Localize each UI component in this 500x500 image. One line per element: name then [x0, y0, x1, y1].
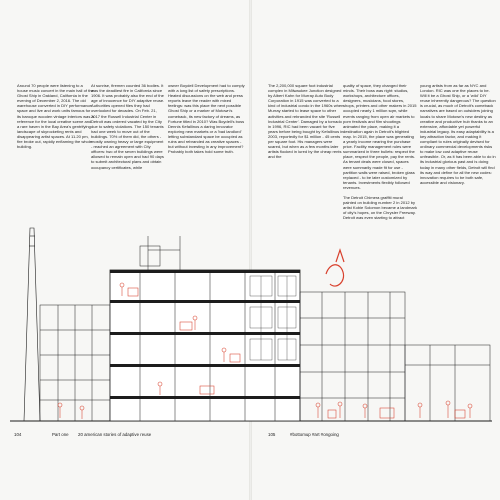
paragraph: The Detroit Chimera graffiti mural painted on building number 2 in 2012 by artist Kobie Solomon became a landmark of city's hopes, on the Chrysler Freeway. Detroit was even starting to attract	[343, 194, 417, 221]
left-part-label: Part one	[52, 432, 69, 437]
water-tower	[140, 236, 180, 270]
paragraph: young artists from as far as NYC and London. RIC was one the places to be. Will it be a Ghost Ship, or a 'wild' DIY reuse inherently dangerous? The question is crucial, as much of Detroit's comeback narratives are based on outsiders joining locals to share Motown's new destiny as creative and productive hub thanks to an extensive, affordable yet powerful industrial legacy. Its easy adaptability is a key attraction factor, and making it compliant to rules originally devised for ordinary commercial developments risks to make low cost adaptive reuse unfeasible. Or, as it has been able to do in its industrial glorious past and is doing today in many other fields, Detroit will find its way and define for all the new codes: innovation requires to be both safe, accessible and visionary.	[420, 83, 496, 185]
right-building	[300, 292, 405, 421]
right-page-number: 105	[268, 432, 276, 437]
paragraph: At sunrise, firemen counted 36 bodies. It was the deadliest fire in California since 1906. It was probably also the end of the age of innocence for DIY adaptive reuse. Authorities opened files they had overlooked for decades. On Feb. 21, 2017 the Russell Industrial Center in Detroit was ordered vacated by the City due to safety violations. The 150 tenants had one week to move out of the buildings. 70% of them did, the others - mostly owning heavy or large equipment - reached an agreement with City officers: two of the seven buildings were allowed to remain open and had 90 days to submit architectural plans and obtain occupancy certificates, while	[91, 83, 165, 170]
paragraph: owner Boydell Development had to comply with a long list of safety prescriptions. Heated discussions on the web and press reports leave the reader with mixed feelings: was this place the next possible Ghost Ship or a marker of Motown's comeback, its new factory of dreams, as Fortune titled in 2010? Was Boydell's boss Dennis Kefallinos a daring innovator exploring new markets or a 'bad landlord' letting substandard space be occupied as ruins and rebranded as creative spaces - but without investing in any improvement? Probably both takes hold some truth.	[168, 83, 245, 155]
left-running-title: 20 american stories of adaptive reuse	[78, 432, 152, 437]
smokestack	[24, 228, 40, 421]
paragraph: The 2,200,000 square foot industrial complex in Milwaukee Junction designed by Albert Kahn for Murray Auto Body Corporation in 1915 was converted to a kind of industrial condo in the 1960s when Murray started to lease space to other activities and rebranded the site 'Russell Industrial Center'. Damaged by a tornado in 1996, RIC had been vacant for five years before being bought by Kefallinos in 2003, reportedly for $1 million - 45 cents per square foot. His managers were scared, but when as a few months later artists flocked in lured by the cheap rents and the	[268, 83, 344, 160]
far-right-building	[405, 345, 490, 421]
left-page-number: 104	[14, 432, 22, 437]
right-tags: #bottomup #art #ongoing	[290, 432, 339, 437]
chimera-graffiti	[326, 250, 344, 286]
paragraph: Around 70 people were listening to a house music concert in the main hall of the Ghost Ship in Oakland, California in the evening of December 2, 2016. The old warehouse converted in DIY performance space and live and work units famous for its baroque wooden vintage interiors was a reference for the local creative scene and a rare haven in the Bay Area's gentrifying landscape of skyrocketing rents and disappearing artist spaces. At 11.20 pm, fire broke out, rapidly enflaming the whole building.	[17, 83, 94, 150]
paragraph: quality of space, they changed their minds. Their boss was right: studios, workshops, architecture offices, designers, musicians, food stores, shops, printers and other makers in 2015 occupied nearly 1 million sqm, while events ranging from open air markets to porn festivals and film shootings animated the place, making it a destination again in Detroit's blighted map. In 2015, the place was generating a yearly income nearing the purchase price. Facility management rules were summarized in three bullets: respect the place, respect the people, pay the rents. As tenant deals were closed, spaces were summarily made fit for use - partition walls were raised, broken glass replaced - to be later customized by tenants. Investments flexibly followed revenues.	[343, 83, 417, 190]
left-background-building	[40, 305, 110, 421]
